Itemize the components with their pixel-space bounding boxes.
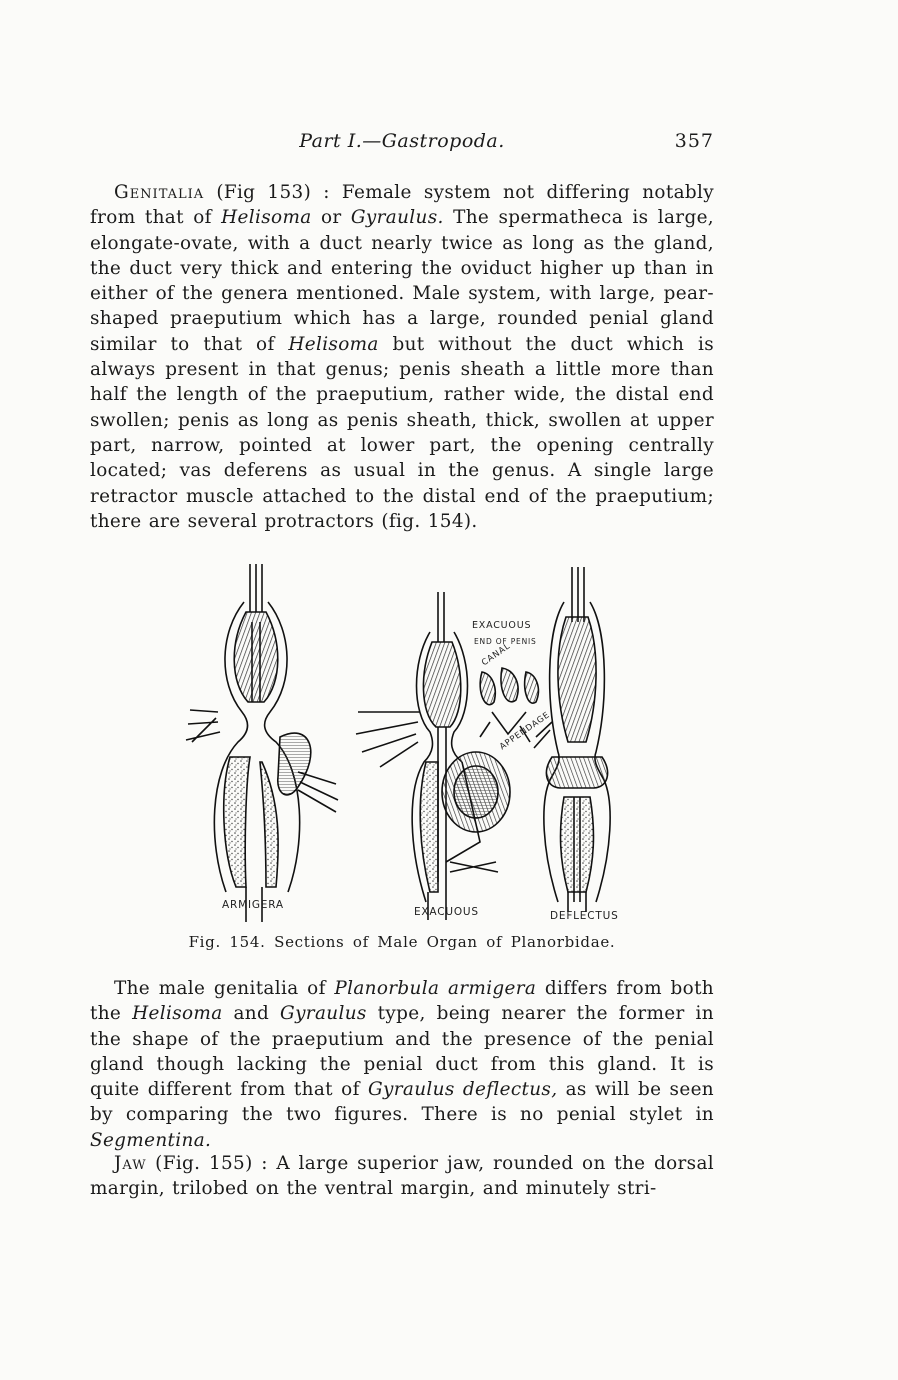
text-run: as will be seen by comparing the two figures. There is no penial stylet in [90,1079,714,1126]
text-run: but without the duct which is always present in that genus; penis sheath a little more than half the length of the praeputium, rather wide, the distal end swollen; penis as long as penis sheath, thick, swollen at upper part, narrow, pointed at lower part, the opening centrally located; vas deferens as usual in the genus. A single large retractor muscle attached to the distal end of the praeputium; there are several protractors (fig. 154). [90,333,714,532]
comparison-paragraph [90,976,714,1153]
species-name: Gyraulus deflectus, [367,1079,558,1101]
label-exacuous-end: EXACUOUS [472,620,532,631]
label-canal: CANAL [480,641,513,669]
figure-154 [180,562,640,924]
jaw-paragraph [90,1151,714,1202]
text-run: (Fig 153) : Female system not differing notably from that of [90,182,714,229]
text-run: (Fig. 155) : A large superior jaw, rounded on the dorsal margin, trilobed on the ventral margin, and minutely stri- [90,1153,714,1200]
armigera-drawing [186,564,338,922]
text-run: The male genitalia of [114,978,335,999]
section-lead-jaw: Jaw [114,1153,147,1174]
label-deflectus: DEFLECTUS [550,910,619,922]
text-run: or [311,207,351,229]
genitalia-paragraph [90,180,714,534]
label-exacuous: EXACUOUS [414,906,479,918]
text-run: and [222,1003,281,1025]
label-armigera: ARMIGERA [222,899,284,911]
label-end-of-penis: END OF PENIS [474,637,537,646]
text-run: The spermatheca is large, elongate-ovate, with a duct nearly twice as long as the gland, the duct very thick and entering the oviduct higher up than in either of the genera mentioned. Male system, with large, pear-shaped praeputium which has a large, rounded penial gland similar to that of [90,207,714,355]
species-name: Planorbula armigera [334,978,537,999]
running-head [90,130,714,160]
figure-illustration [180,562,640,924]
section-lead-genitalia: Genitalia [114,182,205,203]
deflectus-drawing [534,567,610,912]
running-title: Part I.—Gastropoda. [299,130,505,152]
page-number: 357 [674,130,714,152]
genus-name: Gyraulus. [350,207,444,229]
text-run: differs from both the [90,978,714,1025]
genus-name: Helisoma [132,1003,223,1025]
genus-name: Helisoma [288,333,379,355]
genus-name: Gyraulus [280,1003,367,1025]
text-run: type, being nearer the former in the shape of the praeputium and the presence of the penial gland though lacking the penial duct from this gland. It is quite different from that of [90,1003,714,1101]
genus-name: Helisoma [221,207,312,229]
label-appendage: APPENDAGE [498,710,553,753]
figure-caption: Fig. 154. Sections of Male Organ of Planorbidae. [188,933,616,951]
genus-name: Segmentina. [90,1129,212,1151]
